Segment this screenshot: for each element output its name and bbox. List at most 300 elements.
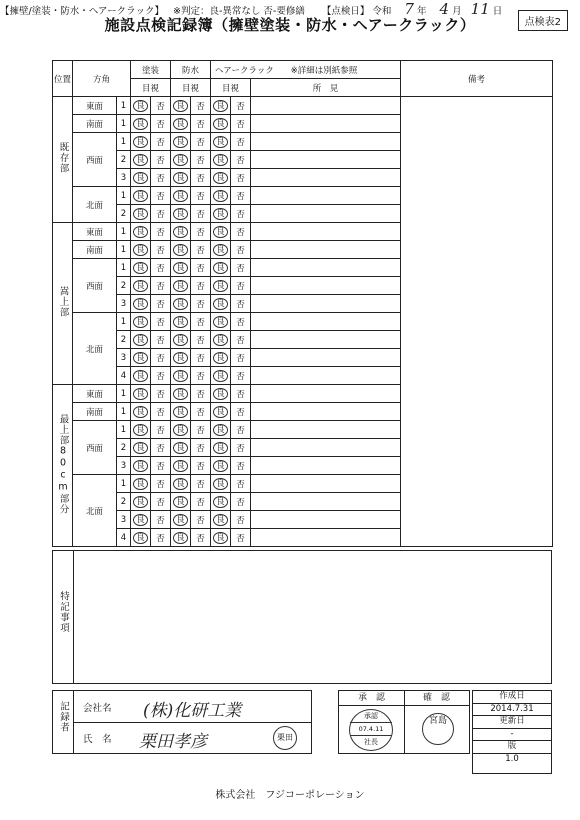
bad-checkbox[interactable]: 否 xyxy=(151,259,171,277)
painting-visual-header: 目視 xyxy=(131,79,171,97)
findings-cell[interactable] xyxy=(251,241,401,259)
row-number: 1 xyxy=(117,97,131,115)
good-mark: 良 xyxy=(213,118,228,130)
good-checkbox[interactable] xyxy=(171,187,191,205)
findings-header: 所 見 xyxy=(251,79,401,97)
bad-checkbox[interactable]: 否 xyxy=(151,421,171,439)
year-unit: 年 xyxy=(417,6,427,17)
good-checkbox[interactable] xyxy=(131,259,151,277)
bad-checkbox[interactable]: 否 xyxy=(231,421,251,439)
good-checkbox[interactable] xyxy=(211,421,231,439)
good-mark: 良 xyxy=(173,442,188,454)
bad-checkbox[interactable]: 否 xyxy=(191,313,211,331)
good-mark: 良 xyxy=(173,424,188,436)
crack-header-label: ヘアークラック xyxy=(215,65,274,76)
good-checkbox[interactable] xyxy=(171,313,191,331)
bad-checkbox[interactable]: 否 xyxy=(191,475,211,493)
direction-cell: 南面 xyxy=(73,115,117,133)
good-mark: 良 xyxy=(173,334,188,346)
findings-cell[interactable] xyxy=(251,457,401,475)
good-checkbox[interactable] xyxy=(171,331,191,349)
findings-cell[interactable] xyxy=(251,169,401,187)
crack-header xyxy=(211,61,401,79)
good-checkbox[interactable] xyxy=(211,529,231,547)
bad-checkbox[interactable]: 否 xyxy=(151,475,171,493)
bad-checkbox[interactable]: 否 xyxy=(151,223,171,241)
good-mark: 良 xyxy=(133,226,148,238)
row-number: 3 xyxy=(117,457,131,475)
bad-checkbox[interactable]: 否 xyxy=(191,133,211,151)
name-label: 氏 名 xyxy=(83,734,112,745)
good-checkbox[interactable] xyxy=(171,457,191,475)
good-checkbox[interactable] xyxy=(211,511,231,529)
stamp-bottom: 社長 xyxy=(364,738,378,746)
good-checkbox[interactable] xyxy=(211,403,231,421)
good-checkbox[interactable] xyxy=(131,133,151,151)
row-number: 1 xyxy=(117,385,131,403)
row-number: 1 xyxy=(117,259,131,277)
good-mark: 良 xyxy=(213,154,228,166)
good-checkbox[interactable] xyxy=(211,349,231,367)
good-checkbox[interactable] xyxy=(131,475,151,493)
good-mark: 良 xyxy=(133,154,148,166)
good-checkbox[interactable] xyxy=(211,241,231,259)
good-checkbox[interactable] xyxy=(211,169,231,187)
findings-cell[interactable] xyxy=(251,97,401,115)
bad-checkbox[interactable]: 否 xyxy=(231,151,251,169)
good-mark: 良 xyxy=(133,208,148,220)
row-number: 1 xyxy=(117,223,131,241)
bad-checkbox[interactable]: 否 xyxy=(191,205,211,223)
good-mark: 良 xyxy=(213,532,228,544)
good-mark: 良 xyxy=(213,226,228,238)
bad-checkbox[interactable]: 否 xyxy=(191,331,211,349)
bad-checkbox[interactable]: 否 xyxy=(191,421,211,439)
good-checkbox[interactable] xyxy=(131,97,151,115)
confirm-seal: 宮島 xyxy=(422,713,454,745)
row-number: 1 xyxy=(117,187,131,205)
good-checkbox[interactable] xyxy=(211,367,231,385)
stamp-date: 07.4.11 xyxy=(350,723,392,736)
findings-cell[interactable] xyxy=(251,367,401,385)
good-checkbox[interactable] xyxy=(171,349,191,367)
bad-checkbox[interactable]: 否 xyxy=(151,241,171,259)
good-checkbox[interactable] xyxy=(131,349,151,367)
good-checkbox[interactable] xyxy=(171,385,191,403)
bad-checkbox[interactable]: 否 xyxy=(231,241,251,259)
bad-checkbox[interactable]: 否 xyxy=(231,169,251,187)
bad-checkbox[interactable]: 否 xyxy=(231,385,251,403)
good-checkbox[interactable] xyxy=(211,277,231,295)
good-checkbox[interactable] xyxy=(211,331,231,349)
bad-checkbox[interactable]: 否 xyxy=(191,223,211,241)
good-checkbox[interactable] xyxy=(171,403,191,421)
recorder-label-cell xyxy=(53,691,74,753)
good-mark: 良 xyxy=(213,262,228,274)
good-checkbox[interactable] xyxy=(171,169,191,187)
good-mark: 良 xyxy=(133,406,148,418)
direction-cell: 南面 xyxy=(73,403,117,421)
row-number: 1 xyxy=(117,475,131,493)
judgement-note: ※判定：良-異常なし 否-要修繕 xyxy=(172,6,305,17)
special-notes-area[interactable] xyxy=(52,550,552,684)
direction-cell: 東面 xyxy=(73,385,117,403)
good-mark: 良 xyxy=(213,244,228,256)
bad-checkbox[interactable]: 否 xyxy=(231,115,251,133)
findings-cell[interactable] xyxy=(251,349,401,367)
date-label: 【点検日】 令和 xyxy=(321,6,392,17)
row-number: 2 xyxy=(117,493,131,511)
remarks-cell[interactable] xyxy=(401,97,553,547)
findings-cell[interactable] xyxy=(251,439,401,457)
good-checkbox[interactable] xyxy=(211,187,231,205)
bad-checkbox[interactable]: 否 xyxy=(151,367,171,385)
updated-label: 更新日 xyxy=(473,716,551,729)
good-checkbox[interactable] xyxy=(131,421,151,439)
good-checkbox[interactable] xyxy=(131,493,151,511)
bad-checkbox[interactable]: 否 xyxy=(191,403,211,421)
bad-checkbox[interactable]: 否 xyxy=(191,511,211,529)
good-checkbox[interactable] xyxy=(171,493,191,511)
good-mark: 良 xyxy=(213,136,228,148)
good-mark: 良 xyxy=(133,298,148,310)
findings-cell[interactable] xyxy=(251,385,401,403)
good-checkbox[interactable] xyxy=(171,529,191,547)
bad-checkbox[interactable]: 否 xyxy=(231,295,251,313)
bad-checkbox[interactable]: 否 xyxy=(191,349,211,367)
category-label: 【擁壁/塗装・防水・ヘアークラック】 xyxy=(0,6,164,17)
painting-header: 塗装 xyxy=(131,61,171,79)
good-checkbox[interactable] xyxy=(131,403,151,421)
good-checkbox[interactable] xyxy=(171,133,191,151)
bad-checkbox[interactable]: 否 xyxy=(151,403,171,421)
good-mark: 良 xyxy=(173,100,188,112)
good-checkbox[interactable] xyxy=(171,151,191,169)
good-mark: 良 xyxy=(213,424,228,436)
good-checkbox[interactable] xyxy=(171,241,191,259)
bad-checkbox[interactable]: 否 xyxy=(191,367,211,385)
good-mark: 良 xyxy=(133,352,148,364)
good-mark: 良 xyxy=(133,496,148,508)
good-checkbox[interactable] xyxy=(131,385,151,403)
direction-cell: 西面 xyxy=(73,133,117,187)
direction-cell: 東面 xyxy=(73,97,117,115)
good-mark: 良 xyxy=(133,280,148,292)
good-mark: 良 xyxy=(173,478,188,490)
bad-checkbox[interactable]: 否 xyxy=(151,385,171,403)
good-checkbox[interactable] xyxy=(171,439,191,457)
row-number: 3 xyxy=(117,295,131,313)
bad-checkbox[interactable]: 否 xyxy=(151,295,171,313)
good-checkbox[interactable] xyxy=(171,421,191,439)
bad-checkbox[interactable]: 否 xyxy=(191,169,211,187)
bad-checkbox[interactable]: 否 xyxy=(151,205,171,223)
waterproof-visual-header: 目視 xyxy=(171,79,211,97)
good-mark: 良 xyxy=(133,136,148,148)
bad-checkbox[interactable]: 否 xyxy=(191,439,211,457)
good-mark: 良 xyxy=(173,388,188,400)
bad-checkbox[interactable]: 否 xyxy=(191,259,211,277)
updated-value: - xyxy=(473,729,551,742)
good-checkbox[interactable] xyxy=(171,259,191,277)
day-unit: 日 xyxy=(492,6,503,17)
bad-checkbox[interactable]: 否 xyxy=(191,187,211,205)
good-mark: 良 xyxy=(213,316,228,328)
findings-cell[interactable] xyxy=(251,151,401,169)
direction-cell: 西面 xyxy=(73,259,117,313)
good-mark: 良 xyxy=(133,262,148,274)
good-mark: 良 xyxy=(173,226,188,238)
good-mark: 良 xyxy=(133,118,148,130)
good-mark: 良 xyxy=(173,514,188,526)
good-mark: 良 xyxy=(173,532,188,544)
row-number: 3 xyxy=(117,511,131,529)
good-mark: 良 xyxy=(133,532,148,544)
findings-cell[interactable] xyxy=(251,421,401,439)
good-checkbox[interactable] xyxy=(131,529,151,547)
good-mark: 良 xyxy=(213,334,228,346)
bad-checkbox[interactable]: 否 xyxy=(231,259,251,277)
bad-checkbox[interactable]: 否 xyxy=(231,475,251,493)
good-checkbox[interactable] xyxy=(211,115,231,133)
remarks-header: 備考 xyxy=(401,61,553,97)
good-checkbox[interactable] xyxy=(171,97,191,115)
good-checkbox[interactable] xyxy=(211,457,231,475)
bad-checkbox[interactable]: 否 xyxy=(191,241,211,259)
good-checkbox[interactable] xyxy=(171,367,191,385)
good-mark: 良 xyxy=(213,172,228,184)
bad-checkbox[interactable]: 否 xyxy=(231,349,251,367)
bad-checkbox[interactable]: 否 xyxy=(191,529,211,547)
good-checkbox[interactable] xyxy=(131,511,151,529)
row-number: 1 xyxy=(117,133,131,151)
good-checkbox[interactable] xyxy=(131,241,151,259)
good-mark: 良 xyxy=(213,442,228,454)
good-checkbox[interactable] xyxy=(171,511,191,529)
findings-cell[interactable] xyxy=(251,493,401,511)
year-value: 7 xyxy=(404,0,414,18)
bad-checkbox[interactable]: 否 xyxy=(231,223,251,241)
bad-checkbox[interactable]: 否 xyxy=(231,403,251,421)
bad-checkbox[interactable]: 否 xyxy=(191,277,211,295)
bad-checkbox[interactable]: 否 xyxy=(191,295,211,313)
good-mark: 良 xyxy=(213,100,228,112)
good-checkbox[interactable] xyxy=(131,115,151,133)
bad-checkbox[interactable]: 否 xyxy=(231,529,251,547)
bad-checkbox[interactable]: 否 xyxy=(231,331,251,349)
bad-checkbox[interactable]: 否 xyxy=(231,205,251,223)
findings-cell[interactable] xyxy=(251,115,401,133)
row-number: 2 xyxy=(117,331,131,349)
good-checkbox[interactable] xyxy=(211,259,231,277)
good-checkbox[interactable] xyxy=(131,457,151,475)
direction-cell: 北面 xyxy=(73,475,117,547)
bad-checkbox[interactable]: 否 xyxy=(151,97,171,115)
findings-cell[interactable] xyxy=(251,403,401,421)
row-number: 2 xyxy=(117,439,131,457)
document-meta xyxy=(472,690,552,774)
row-number: 3 xyxy=(117,169,131,187)
bad-checkbox[interactable]: 否 xyxy=(151,133,171,151)
findings-cell[interactable] xyxy=(251,295,401,313)
name-value: 栗田孝彦 xyxy=(139,732,207,752)
approval-divider xyxy=(404,705,405,753)
good-checkbox[interactable] xyxy=(211,313,231,331)
findings-cell[interactable] xyxy=(251,223,401,241)
confirm-label: 確 認 xyxy=(404,691,469,706)
good-checkbox[interactable] xyxy=(131,223,151,241)
bad-checkbox[interactable]: 否 xyxy=(151,277,171,295)
good-checkbox[interactable] xyxy=(131,277,151,295)
page-title: 施設点検記録簿（擁壁塗装・防水・ヘアークラック） xyxy=(104,16,476,34)
row-number: 1 xyxy=(117,313,131,331)
good-mark: 良 xyxy=(213,460,228,472)
bad-checkbox[interactable]: 否 xyxy=(231,313,251,331)
good-checkbox[interactable] xyxy=(131,187,151,205)
bad-checkbox[interactable]: 否 xyxy=(191,115,211,133)
row-number: 2 xyxy=(117,277,131,295)
good-checkbox[interactable] xyxy=(131,169,151,187)
findings-cell[interactable] xyxy=(251,475,401,493)
row-number: 2 xyxy=(117,151,131,169)
bad-checkbox[interactable]: 否 xyxy=(231,511,251,529)
good-checkbox[interactable] xyxy=(171,223,191,241)
good-checkbox[interactable] xyxy=(211,475,231,493)
created-value: 2014.7.31 xyxy=(473,704,551,717)
good-checkbox[interactable] xyxy=(171,115,191,133)
good-checkbox[interactable] xyxy=(211,439,231,457)
approval-box xyxy=(338,690,470,754)
recorder-box xyxy=(52,690,312,754)
bad-checkbox[interactable]: 否 xyxy=(151,187,171,205)
good-checkbox[interactable] xyxy=(211,133,231,151)
good-mark: 良 xyxy=(173,136,188,148)
position-header: 位置 xyxy=(53,61,73,97)
bad-checkbox[interactable]: 否 xyxy=(151,169,171,187)
good-checkbox[interactable] xyxy=(211,493,231,511)
good-checkbox[interactable] xyxy=(211,205,231,223)
findings-cell[interactable] xyxy=(251,511,401,529)
approval-stamp xyxy=(349,709,393,751)
findings-cell[interactable] xyxy=(251,331,401,349)
bad-checkbox[interactable]: 否 xyxy=(151,511,171,529)
bad-checkbox[interactable]: 否 xyxy=(231,367,251,385)
bad-checkbox[interactable]: 否 xyxy=(151,313,171,331)
bad-checkbox[interactable]: 否 xyxy=(151,115,171,133)
good-checkbox[interactable] xyxy=(131,367,151,385)
good-checkbox[interactable] xyxy=(131,439,151,457)
bad-checkbox[interactable]: 否 xyxy=(231,493,251,511)
good-checkbox[interactable] xyxy=(211,385,231,403)
good-checkbox[interactable] xyxy=(211,295,231,313)
bad-checkbox[interactable]: 否 xyxy=(151,151,171,169)
good-checkbox[interactable] xyxy=(131,313,151,331)
findings-cell[interactable] xyxy=(251,277,401,295)
bad-checkbox[interactable]: 否 xyxy=(231,133,251,151)
findings-cell[interactable] xyxy=(251,133,401,151)
good-mark: 良 xyxy=(213,478,228,490)
section-name: 嵩上部 xyxy=(57,286,69,318)
special-notes-label-cell xyxy=(53,551,74,683)
row-number: 1 xyxy=(117,115,131,133)
day-value: 11 xyxy=(470,0,490,18)
good-mark: 良 xyxy=(133,370,148,382)
version-label: 版 xyxy=(473,741,551,754)
good-checkbox[interactable] xyxy=(211,151,231,169)
good-mark: 良 xyxy=(213,406,228,418)
good-mark: 良 xyxy=(133,388,148,400)
row-number: 1 xyxy=(117,421,131,439)
bad-checkbox[interactable]: 否 xyxy=(191,493,211,511)
good-mark: 良 xyxy=(173,496,188,508)
section-name: 既存部 xyxy=(57,142,69,174)
good-mark: 良 xyxy=(173,190,188,202)
section-label xyxy=(53,97,73,223)
row-number: 4 xyxy=(117,529,131,547)
month-unit: 月 xyxy=(452,6,462,17)
bad-checkbox[interactable]: 否 xyxy=(191,385,211,403)
direction-cell: 東面 xyxy=(73,223,117,241)
findings-cell[interactable] xyxy=(251,187,401,205)
good-mark: 良 xyxy=(213,496,228,508)
bad-checkbox[interactable]: 否 xyxy=(151,349,171,367)
crack-visual-header: 目視 xyxy=(211,79,251,97)
bad-checkbox[interactable]: 否 xyxy=(151,439,171,457)
good-checkbox[interactable] xyxy=(131,331,151,349)
section-label xyxy=(53,223,73,385)
recorder-label: 記録者 xyxy=(58,701,69,733)
bad-checkbox[interactable]: 否 xyxy=(151,529,171,547)
good-checkbox[interactable] xyxy=(211,97,231,115)
bad-checkbox[interactable]: 否 xyxy=(231,277,251,295)
good-checkbox[interactable] xyxy=(131,205,151,223)
bad-checkbox[interactable]: 否 xyxy=(151,331,171,349)
bad-checkbox[interactable]: 否 xyxy=(231,187,251,205)
bad-checkbox[interactable]: 否 xyxy=(191,151,211,169)
good-mark: 良 xyxy=(173,298,188,310)
good-checkbox[interactable] xyxy=(131,151,151,169)
good-checkbox[interactable] xyxy=(171,295,191,313)
bad-checkbox[interactable]: 否 xyxy=(151,457,171,475)
row-number: 2 xyxy=(117,205,131,223)
good-checkbox[interactable] xyxy=(171,277,191,295)
bad-checkbox[interactable]: 否 xyxy=(231,457,251,475)
good-mark: 良 xyxy=(213,298,228,310)
good-mark: 良 xyxy=(173,262,188,274)
name-row xyxy=(73,722,311,753)
good-mark: 良 xyxy=(173,352,188,364)
bad-checkbox[interactable]: 否 xyxy=(191,457,211,475)
good-checkbox[interactable] xyxy=(211,223,231,241)
findings-cell[interactable] xyxy=(251,205,401,223)
bad-checkbox[interactable]: 否 xyxy=(231,439,251,457)
bad-checkbox[interactable]: 否 xyxy=(191,97,211,115)
bad-checkbox[interactable]: 否 xyxy=(231,97,251,115)
findings-cell[interactable] xyxy=(251,259,401,277)
findings-cell[interactable] xyxy=(251,529,401,547)
good-checkbox[interactable] xyxy=(171,475,191,493)
findings-cell[interactable] xyxy=(251,313,401,331)
good-checkbox[interactable] xyxy=(171,205,191,223)
good-mark: 良 xyxy=(213,208,228,220)
company-label: 会社名 xyxy=(83,703,112,714)
waterproof-header: 防水 xyxy=(171,61,211,79)
bad-checkbox[interactable]: 否 xyxy=(151,493,171,511)
good-checkbox[interactable] xyxy=(131,295,151,313)
direction-cell: 北面 xyxy=(73,313,117,385)
direction-cell: 南面 xyxy=(73,241,117,259)
company-footer: 株式会社 フジコーポレーション xyxy=(215,790,365,801)
